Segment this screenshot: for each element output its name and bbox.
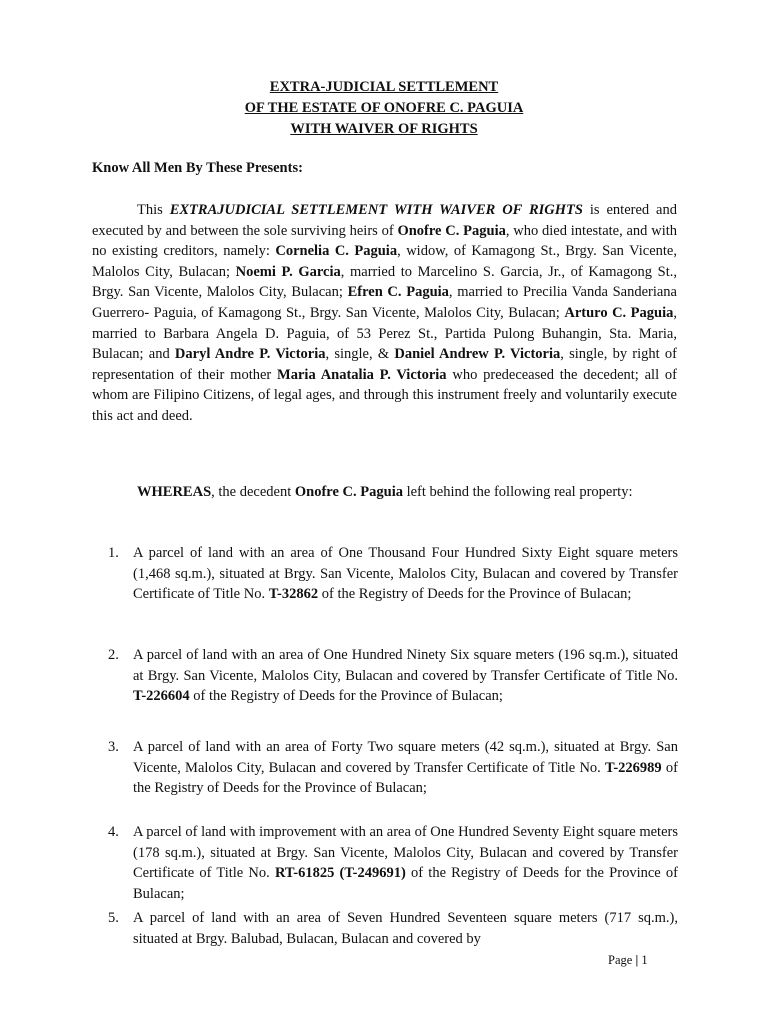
item-text: of the Registry of Deeds for the Province of Bulacan;: [189, 688, 503, 705]
tct-number: T-226604: [133, 688, 190, 705]
property-item: [108, 543, 678, 605]
tct-number: T-226989: [605, 759, 662, 776]
item-text: A parcel of land with an area of One Hundred Ninety Six square meters (196 sq.m.), situated at Brgy. San Vicente, Malolos City, Bulacan and covered by Transfer Certificate of Title No.: [133, 647, 678, 684]
page-separator: |: [635, 953, 639, 967]
item-number: 3.: [108, 739, 119, 755]
opening-paragraph: [92, 200, 677, 427]
item-number: 1.: [108, 545, 119, 561]
item-text: A parcel of land with an area of One Thousand Four Hundred Sixty Eight square meters (1,468 sq.m.), situated at Brgy. San Vicente, Malolos City, Bulacan and covered by Transfer Certificate of Title No.: [133, 545, 678, 603]
text-run: , widow, of Kamagong St., Brgy. San Vicente, Malolos City, Bulacan;: [92, 243, 677, 280]
decedent-name: Onofre C. Paguia: [397, 222, 506, 239]
heir-name: Daryl Andre P. Victoria: [174, 346, 326, 363]
property-item: [108, 822, 678, 904]
heir-name: Noemi P. Garcia: [235, 263, 341, 280]
page-label: Page: [608, 953, 633, 967]
page-footer: [608, 953, 648, 968]
text-run: This: [137, 202, 170, 218]
heir-name: Daniel Andrew P. Victoria: [394, 346, 561, 363]
property-item: [108, 908, 678, 949]
property-item: [108, 737, 678, 799]
text-run: , single, &: [325, 346, 395, 363]
text-run: , married to Precilia Vanda Sanderiana Guerrero- Paguia, of Kamagong St., Brgy. San Vicente, Malolos City, Bulacan;: [92, 284, 677, 321]
property-item: [108, 645, 678, 707]
text-run: , married to Marcelino S. Garcia, Jr., of Kamagong St., Brgy. San Vicente, Malolos City, Bulacan;: [92, 263, 677, 301]
item-text: A parcel of land with an area of Seven Hundred Seventeen square meters (717 sq.m.), situated at Brgy. Balubad, Bulacan, Bulacan and covered by: [133, 910, 678, 947]
text-run: is entered and executed by and between the sole surviving heirs of: [92, 202, 677, 239]
item-text: of the Registry of Deeds for the Province of Bulacan;: [133, 865, 678, 902]
mother-name: Maria Anatalia P. Victoria: [277, 366, 447, 383]
title-line-2: OF THE ESTATE OF ONOFRE C. PAGUIA: [244, 100, 524, 116]
decedent-name: Onofre C. Paguia: [294, 484, 403, 500]
text-run: , married to Barbara Angela D. Paguia, of 53 Perez St., Partida Pulong Buhangin, Sta. Maria, Bulacan; and: [92, 304, 678, 363]
item-number: 2.: [108, 647, 119, 663]
text-run: , single, by right of representation of their mother: [92, 346, 677, 383]
salutation: Know All Men By These Presents:: [92, 160, 303, 176]
page-number: 1: [641, 953, 648, 967]
item-number: 5.: [108, 910, 119, 926]
title-line-3: WITH WAIVER OF RIGHTS: [290, 121, 478, 137]
heir-name: Efren C. Paguia: [347, 284, 449, 301]
tct-number: RT-61825 (T-249691): [274, 865, 406, 882]
document-name: EXTRAJUDICIAL SETTLEMENT WITH WAIVER OF RIGHTS: [169, 202, 583, 218]
text-run: , who died intestate, and with no existing creditors, namely:: [92, 222, 677, 260]
item-text: of the Registry of Deeds for the Province of Bulacan;: [133, 759, 678, 797]
item-number: 4.: [108, 824, 119, 840]
item-text: A parcel of land with an area of Forty Two square meters (42 sq.m.), situated at Brgy. San Vicente, Malolos City, Bulacan and covered by Transfer Certificate of Title No.: [133, 739, 678, 776]
tct-number: T-32862: [268, 586, 319, 603]
text-run: who predeceased the decedent; all of whom are Filipino Citizens, of legal ages, and through this instrument freely and voluntarily execute this act and deed.: [92, 366, 677, 424]
title-line-1: EXTRA-JUDICIAL SETTLEMENT: [269, 79, 499, 95]
item-text: of the Registry of Deeds for the Province of Bulacan;: [318, 586, 632, 603]
text-run: , the decedent: [211, 484, 295, 500]
whereas-label: WHEREAS: [137, 484, 212, 500]
heir-name: Arturo C. Paguia: [564, 304, 674, 321]
item-text: A parcel of land with improvement with an area of One Hundred Seventy Eight square meters (178 sq.m.), situated at Brgy. San Vicente, Malolos City, Bulacan and covered by Transfer Certificate of Title No.: [133, 824, 678, 882]
text-run: left behind the following real property:: [402, 484, 633, 500]
whereas-paragraph: [92, 482, 677, 503]
heir-name: Cornelia C. Paguia: [275, 243, 398, 260]
